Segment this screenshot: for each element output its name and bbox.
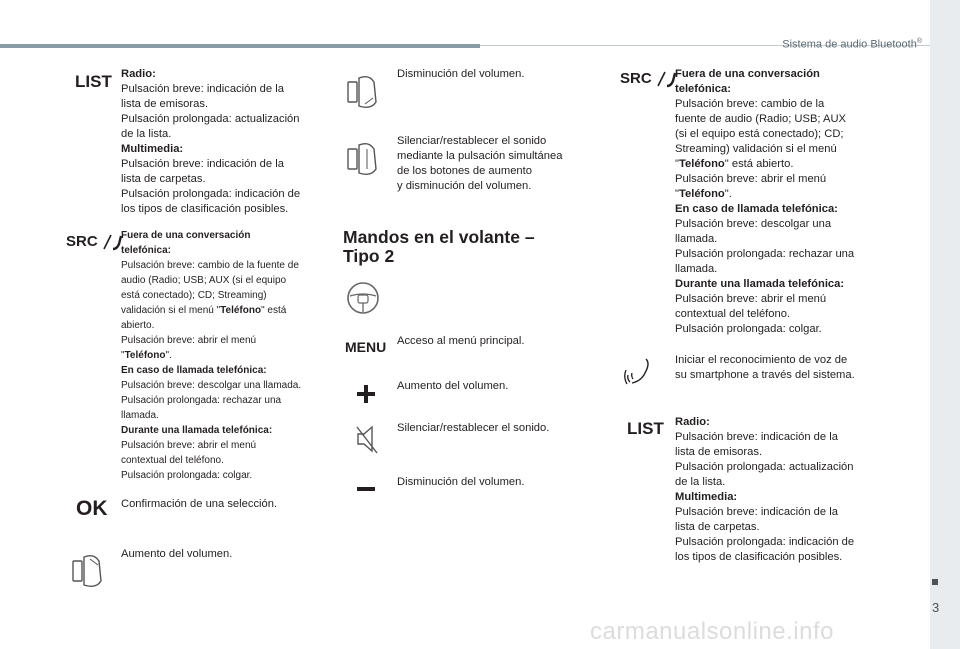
watermark: carmanualsonline.info [590, 618, 834, 645]
col1-src-text [121, 228, 326, 483]
page-header [700, 38, 922, 51]
col1-vol-up-text [121, 547, 321, 562]
col3-src-text [675, 67, 880, 337]
text-line: Pulsación breve: abrir el menú [121, 335, 257, 346]
text-line: Pulsación prolongada: colgar. [675, 323, 822, 335]
text-line: contextual del teléfono. [121, 455, 224, 466]
col1-ok-text [121, 497, 321, 512]
text-line: telefónica: [121, 245, 172, 256]
text-line: lista de carpetas. [675, 521, 760, 533]
text-line: Pulsación breve: indicación de la [121, 83, 284, 95]
page-number: 3 [932, 600, 940, 615]
text-line: audio (Radio; USB; AUX (si el equipo [121, 275, 287, 286]
text-line: mediante la pulsación simultánea [397, 150, 563, 162]
mute-speaker-icon [355, 423, 379, 457]
text-line: Pulsación breve: abrir el menú [675, 173, 827, 185]
col2-mute2-text [397, 421, 597, 436]
text-line: Pulsación breve: cambio de la [675, 98, 825, 110]
text-line: Pulsación prolongada: rechazar una [121, 395, 282, 406]
src-label: SRC [620, 70, 652, 88]
text-line: los tipos de clasificación posibles. [675, 551, 843, 563]
text-line: "Teléfono". [675, 188, 732, 200]
col2-plus-text [397, 379, 597, 394]
text-line: contextual del teléfono. [675, 308, 791, 320]
text-line: Pulsación prolongada: colgar. [121, 470, 253, 481]
text-line: Acceso al menú principal. [397, 335, 525, 347]
text-line: En caso de llamada telefónica: [121, 365, 267, 376]
scroll-wheel-down-icon [343, 72, 387, 112]
text-line: Pulsación breve: indicación de la [121, 158, 284, 170]
text-line: Pulsación breve: abrir el menú [675, 293, 827, 305]
text-line: Fuera de una conversación [121, 230, 251, 241]
text-line: de los botones de aumento [397, 165, 532, 177]
text-line: su smartphone a través del sistema. [675, 369, 855, 381]
text-line: En caso de llamada telefónica: [675, 203, 838, 215]
scroll-wheel-press-icon [343, 139, 387, 179]
text-line: Pulsación prolongada: actualización [675, 461, 854, 473]
voice-command-icon [624, 357, 658, 387]
text-line: Aumento del volumen. [397, 380, 509, 392]
text-line: Pulsación prolongada: indicación de [121, 188, 301, 200]
ok-label: OK [76, 497, 108, 520]
text-line: Iniciar el reconocimiento de voz de [675, 354, 848, 366]
text-line: fuente de audio (Radio; USB; AUX [675, 113, 847, 125]
text-line: Disminución del volumen. [397, 68, 525, 80]
text-line: lista de emisoras. [121, 98, 209, 110]
text-line: Durante una llamada telefónica: [675, 278, 845, 290]
list-label: LIST [75, 72, 112, 91]
col2-vol-down-text [397, 67, 597, 82]
text-line: Pulsación prolongada: indicación de [675, 536, 855, 548]
text-line: (si el equipo está conectado); CD; [675, 128, 844, 140]
text-line: los tipos de clasificación posibles. [121, 203, 289, 215]
text-line: "Teléfono" está abierto. [675, 158, 794, 170]
text-line: Multimedia: [675, 491, 738, 503]
text-line: Pulsación prolongada: rechazar una [675, 248, 855, 260]
text-line: Radio: [675, 416, 710, 428]
text-line: Pulsación breve: indicación de la [675, 431, 838, 443]
col2-menu-text [397, 334, 597, 349]
side-tab [930, 0, 960, 649]
text-line: de la lista. [121, 128, 172, 140]
text-line: Streaming) validación si el menú [675, 143, 837, 155]
section-title-line: Tipo 2 [343, 246, 395, 266]
header-title: Sistema de audio Bluetooth [782, 38, 917, 51]
section-title [343, 228, 535, 266]
text-line: Pulsación breve: cambio de la fuente de [121, 260, 299, 271]
col2-minus-text [397, 475, 597, 490]
text-line: llamada. [675, 233, 718, 245]
registered-mark: ® [916, 38, 922, 45]
text-line: Silenciar/restablecer el sonido. [397, 422, 550, 434]
src-phone-icon [66, 233, 124, 251]
text-line: abierto. [121, 320, 155, 331]
minus-icon [356, 486, 376, 492]
text-line: Pulsación breve: descolgar una [675, 218, 832, 230]
text-line: y disminución del volumen. [397, 180, 532, 192]
text-line: Aumento del volumen. [121, 548, 233, 560]
scroll-wheel-up-icon [68, 551, 112, 591]
text-line: Disminución del volumen. [397, 476, 525, 488]
text-line: "Teléfono". [121, 350, 172, 361]
text-line: Durante una llamada telefónica: [121, 425, 273, 436]
text-line: lista de emisoras. [675, 446, 763, 458]
plus-icon [356, 384, 376, 404]
text-line: Pulsación breve: indicación de la [675, 506, 838, 518]
menu-label: MENU [345, 339, 387, 355]
text-line: Radio: [121, 68, 156, 80]
text-line: llamada. [675, 263, 718, 275]
list-label-2: LIST [627, 419, 664, 438]
text-line: Silenciar/restablecer el sonido [397, 135, 547, 147]
section-title-line: Mandos en el volante – [343, 227, 535, 247]
col3-voice-text [675, 353, 880, 383]
text-line: lista de carpetas. [121, 173, 206, 185]
col2-mute-text [397, 134, 597, 194]
text-line: de la lista. [675, 476, 726, 488]
text-line: Fuera de una conversación [675, 68, 820, 80]
text-line: validación si el menú "Teléfono" está [121, 305, 287, 316]
src-phone-icon-2 [620, 70, 678, 88]
continue-marker [932, 579, 938, 585]
text-line: Pulsación prolongada: actualización [121, 113, 300, 125]
text-line: Pulsación breve: abrir el menú [121, 440, 257, 451]
text-line: Pulsación breve: descolgar una llamada. [121, 380, 302, 391]
col1-list-text [121, 67, 321, 217]
text-line: llamada. [121, 410, 159, 421]
text-line: Multimedia: [121, 143, 184, 155]
text-line: Confirmación de una selección. [121, 498, 278, 510]
text-line: telefónica: [675, 83, 731, 95]
steering-wheel-icon [345, 280, 381, 316]
header-rule [0, 44, 480, 48]
src-label: SRC [66, 233, 98, 251]
text-line: está conectado); CD; Streaming) [121, 290, 267, 301]
col3-list-text [675, 415, 880, 565]
